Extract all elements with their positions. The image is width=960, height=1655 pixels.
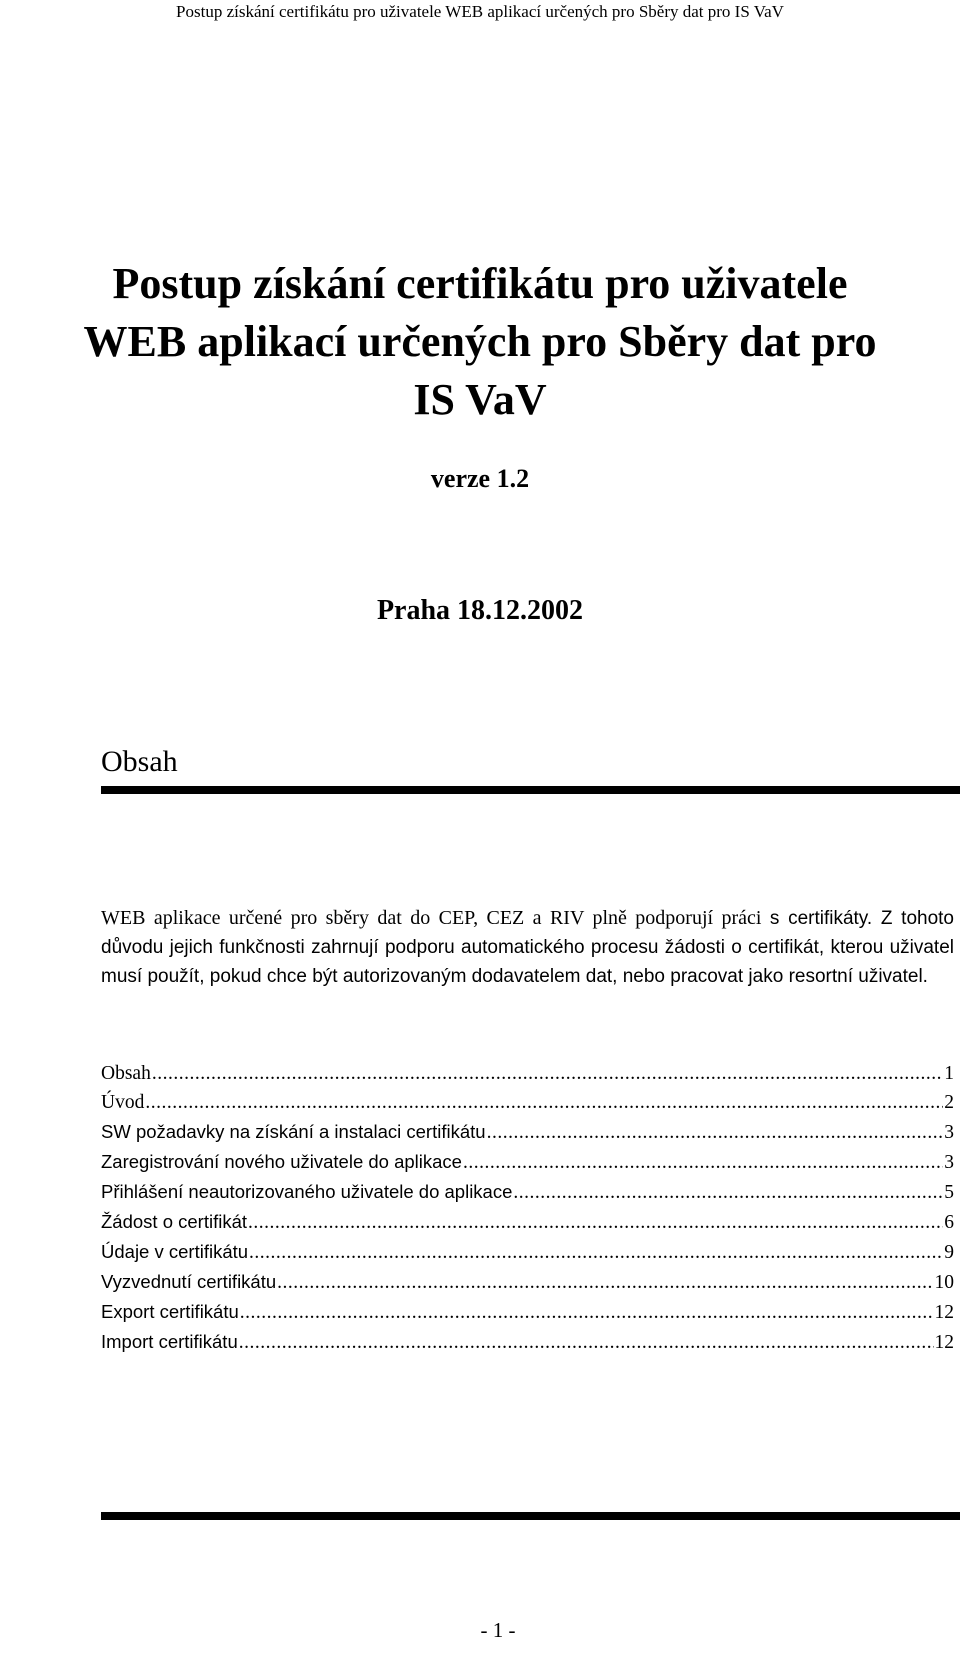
toc-leader (463, 1148, 943, 1177)
toc-entry[interactable] (101, 1177, 954, 1207)
place-and-date: Praha 18.12.2002 (376, 595, 584, 626)
toc-entry-title: Obsah (101, 1063, 151, 1084)
toc-leader (249, 1238, 943, 1267)
toc-leader (145, 1088, 943, 1117)
footer-rule (101, 1512, 960, 1520)
toc-entry-page: 5 (944, 1182, 954, 1203)
toc-leader (277, 1268, 933, 1297)
page-number: - 1 - (480, 1618, 516, 1642)
toc-entry-title: Export certifikátu (101, 1301, 239, 1322)
toc-entry-page: 9 (944, 1242, 954, 1263)
heading-rule (101, 786, 960, 794)
intro-text-rest: Z tohoto důvodu jejich funkčnosti zahrnují podporu automatického procesu žádosti o certifikát, kterou uživatel musí použít, pokud chce být autorizovaným dodavatelem dat, nebo pracovat jako resortní uživatel. (101, 908, 954, 987)
toc-entry-title: SW požadavky na získání a instalaci certifikátu (101, 1121, 486, 1142)
toc-entry-page: 6 (944, 1212, 954, 1233)
toc-entry[interactable] (101, 1147, 954, 1177)
toc-entry-page: 12 (934, 1332, 954, 1353)
toc-entry[interactable] (101, 1207, 954, 1237)
toc-entry-title: Úvod (101, 1092, 145, 1113)
toc-entry-page: 10 (934, 1272, 954, 1293)
toc-leader (152, 1059, 943, 1088)
intro-paragraph (101, 904, 954, 991)
document-version: verze 1.2 (430, 464, 530, 493)
toc-entry-title: Žádost o certifikát (101, 1211, 248, 1232)
intro-text-serif: WEB aplikace určené pro sběry dat do CEP, CEZ a RIV plně podporují práci (101, 907, 770, 929)
toc-entry[interactable] (101, 1088, 954, 1117)
toc-entry-page: 3 (944, 1152, 954, 1173)
intro-text-sans: s certifikáty. (769, 908, 881, 929)
toc-entry-title: Vyzvednutí certifikátu (101, 1271, 277, 1292)
toc-leader (240, 1298, 934, 1327)
toc-entry[interactable] (101, 1267, 954, 1297)
toc-entry-title: Údaje v certifikátu (101, 1241, 249, 1262)
toc-leader (239, 1328, 934, 1357)
toc-entry-title: Přihlášení neautorizovaného uživatele do aplikace (101, 1181, 513, 1202)
toc-leader (513, 1178, 943, 1207)
document-title-line-1: Postup získání certifikátu pro uživatele (112, 259, 848, 308)
toc-entry[interactable] (101, 1237, 954, 1267)
toc-entry-title: Import certifikátu (101, 1331, 238, 1352)
toc-entry[interactable] (101, 1297, 954, 1327)
document-title-line-3: IS VaV (413, 375, 547, 424)
document-title-line-2: WEB aplikací určených pro Sběry dat pro (83, 317, 877, 366)
toc-leader (248, 1208, 943, 1237)
toc-entry[interactable] (101, 1327, 954, 1357)
toc-entry-page: 1 (944, 1063, 954, 1084)
toc-leader (487, 1118, 944, 1147)
contents-heading: Obsah (101, 745, 178, 778)
table-of-contents (101, 1059, 954, 1357)
toc-entry[interactable] (101, 1059, 954, 1088)
running-header: Postup získání certifikátu pro uživatele WEB aplikací určených pro Sběry dat pro IS VaV (176, 2, 784, 21)
toc-entry-title: Zaregistrování nového uživatele do aplikace (101, 1151, 462, 1172)
toc-entry-page: 2 (944, 1092, 954, 1113)
toc-entry-page: 3 (944, 1122, 954, 1143)
toc-entry[interactable] (101, 1117, 954, 1147)
toc-entry-page: 12 (934, 1302, 954, 1323)
document-title (0, 255, 960, 429)
